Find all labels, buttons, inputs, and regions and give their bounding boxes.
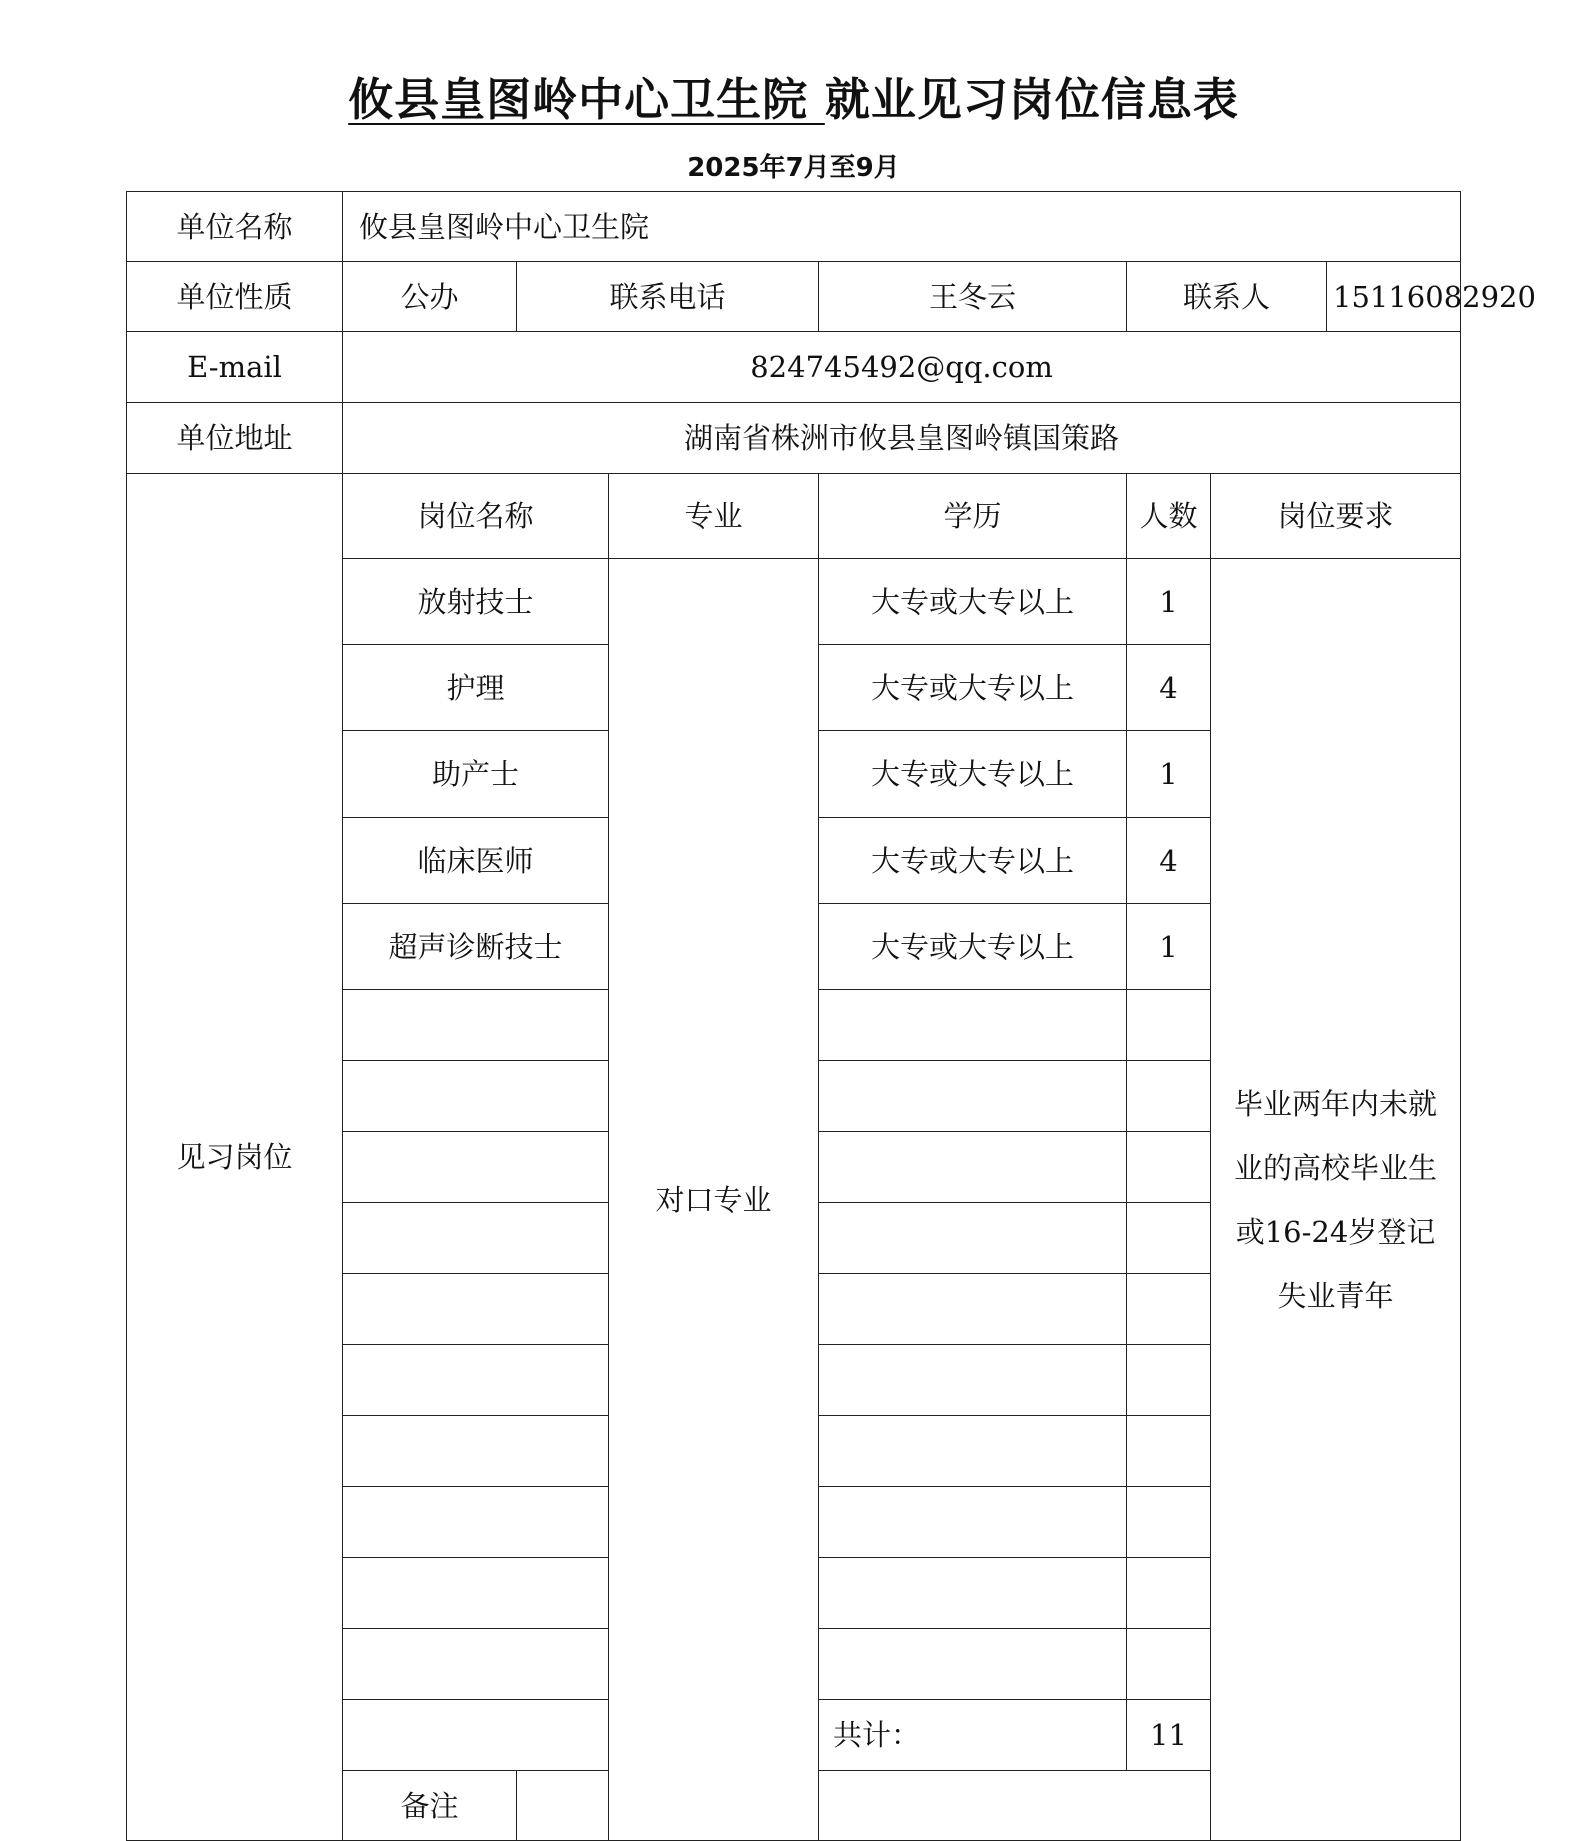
empty-count xyxy=(1127,1558,1211,1629)
empty-position-name xyxy=(343,1629,609,1700)
info-table xyxy=(126,191,1536,1841)
empty-education xyxy=(819,1274,1127,1345)
major-value: 对口专业 xyxy=(609,559,819,1841)
total-value: 11 xyxy=(1127,1700,1211,1771)
empty-education xyxy=(819,1629,1127,1700)
label-unit-nature: 单位性质 xyxy=(127,262,343,332)
empty-count xyxy=(1127,1345,1211,1416)
position-name-3: 助产士 xyxy=(343,731,609,818)
empty-count xyxy=(1127,1487,1211,1558)
position-name-5: 超声诊断技士 xyxy=(343,904,609,990)
empty-count xyxy=(1127,1061,1211,1132)
label-email: E-mail xyxy=(127,332,343,403)
empty-position-name xyxy=(343,1132,609,1203)
position-count-5: 1 xyxy=(1127,904,1211,990)
position-count-2: 4 xyxy=(1127,645,1211,731)
position-count-4: 4 xyxy=(1127,818,1211,904)
position-name-1: 放射技士 xyxy=(343,559,609,645)
empty-count xyxy=(1127,990,1211,1061)
label-remarks: 备注 xyxy=(343,1771,517,1841)
header-major: 专业 xyxy=(609,474,819,559)
empty-position-name xyxy=(343,1416,609,1487)
header-education: 学历 xyxy=(819,474,1127,559)
address-value: 湖南省株洲市攸县皇图岭镇国策路 xyxy=(343,403,1461,474)
requirements-value: 毕业两年内未就业的高校毕业生或16-24岁登记失业青年 xyxy=(1211,559,1461,1841)
position-education-4: 大专或大专以上 xyxy=(819,818,1127,904)
unit-name-value: 攸县皇图岭中心卫生院 xyxy=(343,192,1461,262)
empty-education xyxy=(819,1416,1127,1487)
position-name-2: 护理 xyxy=(343,645,609,731)
empty-count xyxy=(1127,1629,1211,1700)
empty-education xyxy=(819,1558,1127,1629)
remarks-value xyxy=(517,1771,1461,1841)
header-requirements: 岗位要求 xyxy=(1211,474,1461,559)
label-unit-name: 单位名称 xyxy=(127,192,343,262)
position-count-3: 1 xyxy=(1127,731,1211,818)
empty-position-name xyxy=(343,1274,609,1345)
period: 2025年7月至9月 xyxy=(687,153,900,183)
empty-count xyxy=(1127,1203,1211,1274)
empty-position-name xyxy=(343,1700,609,1771)
empty-position-name xyxy=(343,1061,609,1132)
empty-education xyxy=(819,1345,1127,1416)
position-education-5: 大专或大专以上 xyxy=(819,904,1127,990)
empty-position-name xyxy=(343,1203,609,1274)
empty-position-name xyxy=(343,1558,609,1629)
title-unit-name: 攸县皇图岭中心卫生院 xyxy=(348,73,825,126)
position-name-4: 临床医师 xyxy=(343,818,609,904)
page-title xyxy=(0,72,1587,128)
position-education-1: 大专或大专以上 xyxy=(819,559,1127,645)
empty-position-name xyxy=(343,990,609,1061)
label-phone: 联系电话 xyxy=(517,262,819,332)
total-label: 共计： xyxy=(819,1700,1127,1771)
label-address: 单位地址 xyxy=(127,403,343,474)
empty-count xyxy=(1127,1132,1211,1203)
position-count-1: 1 xyxy=(1127,559,1211,645)
empty-position-name xyxy=(343,1487,609,1558)
empty-education xyxy=(819,1132,1127,1203)
unit-nature-value: 公办 xyxy=(343,262,517,332)
contact-cell-value: 15116082920 xyxy=(1327,262,1461,332)
email-value: 824745492@qq.com xyxy=(343,332,1461,403)
header-position-name: 岗位名称 xyxy=(343,474,609,559)
title-suffix: 就业见习岗位信息表 xyxy=(824,73,1239,126)
empty-count xyxy=(1127,1416,1211,1487)
position-education-2: 大专或大专以上 xyxy=(819,645,1127,731)
empty-education xyxy=(819,1203,1127,1274)
empty-position-name xyxy=(343,1345,609,1416)
empty-education xyxy=(819,990,1127,1061)
phone-cell-value: 王冬云 xyxy=(819,262,1127,332)
header-headcount: 人数 xyxy=(1127,474,1211,559)
empty-count xyxy=(1127,1274,1211,1345)
position-education-3: 大专或大专以上 xyxy=(819,731,1127,818)
label-positions: 见习岗位 xyxy=(127,474,343,1841)
empty-education xyxy=(819,1487,1127,1558)
empty-education xyxy=(819,1061,1127,1132)
label-contact-person: 联系人 xyxy=(1127,262,1327,332)
